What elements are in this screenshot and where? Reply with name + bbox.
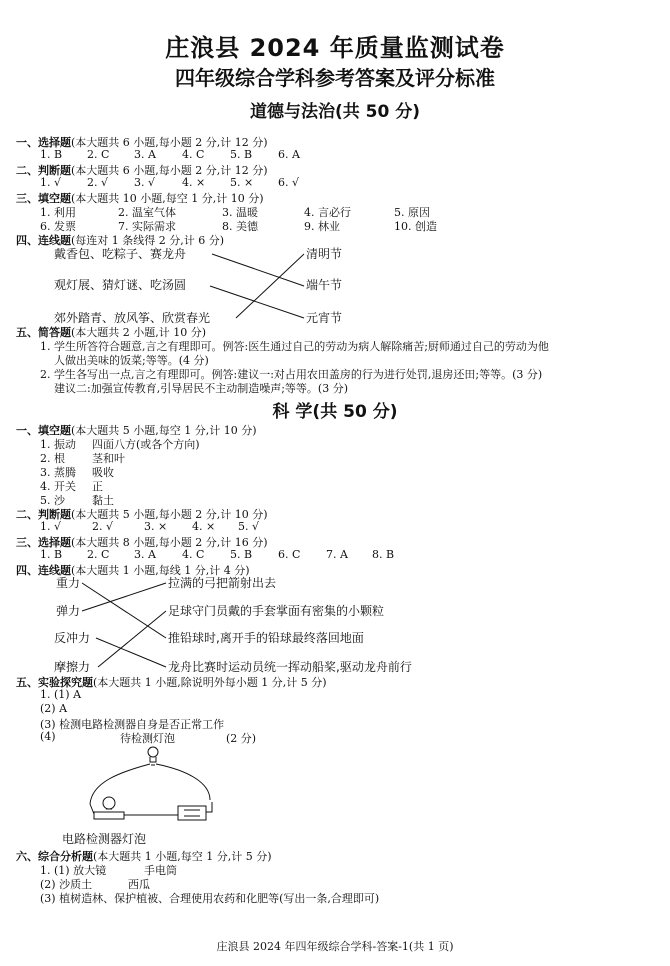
part-science-title: 科 学(共 50 分) — [272, 402, 398, 422]
section-desc: (每连对 1 条线得 2 分,计 6 分) — [71, 234, 225, 247]
moral-s3-answer: 8. 美德 — [222, 220, 258, 233]
science-match-right: 推铅球时,离开手的铅球最终落回地面 — [168, 631, 364, 645]
science-s3-answer: 2. C — [87, 548, 110, 561]
science-match-line — [98, 611, 166, 667]
moral-s1-answer: 1. B — [40, 148, 63, 161]
moral-s3-answer: 4. 言必行 — [304, 206, 351, 219]
section-head: 一、填空题 — [16, 424, 71, 437]
science-match-right: 拉满的弓把箭射出去 — [168, 576, 277, 590]
moral-match-left: 观灯展、猜灯谜、吃汤圆 — [54, 278, 187, 292]
science-s1-answer: 吸收 — [92, 466, 114, 479]
page-footer: 庄浪县 2024 年四年级综合学科-答案-1(共 1 页) — [216, 940, 454, 953]
science-s6-answer: (3) 植树造林、保护植被、合理使用农药和化肥等(写出一条,合理即可) — [40, 892, 380, 905]
moral-s3-answer: 1. 利用 — [40, 206, 76, 219]
moral-match-right: 端午节 — [306, 278, 343, 292]
section-head: 二、判断题 — [16, 164, 71, 177]
science-s2-answer: 5. √ — [238, 520, 260, 533]
science-match-right: 足球守门员戴的手套掌面有密集的小颗粒 — [168, 604, 385, 618]
moral-s1-answer: 5. B — [230, 148, 253, 161]
moral-s5-answer-line: 1. 学生所答符合题意,言之有理即可。例答:医生通过自己的劳动为病人解除痛苦;厨师通过自己的劳动为他 — [40, 340, 549, 353]
science-s1-answer: 四面八方(或各个方向) — [92, 438, 200, 451]
science-s1-answer: 正 — [92, 480, 103, 493]
science-s5-answer: 1. (1) A — [40, 688, 82, 701]
moral-match-left: 郊外踏青、放风筝、欣赏春光 — [54, 311, 211, 325]
science-s3-answer: 5. B — [230, 548, 253, 561]
detector-bulb-label: 电路检测器灯泡 — [62, 832, 147, 846]
moral-s5-answer-line: 建议二:加强宣传教育,引导居民不主动制造噪声;等等。(3 分) — [54, 382, 348, 395]
moral-s1-answer: 3. A — [134, 148, 156, 161]
section-desc: (本大题共 1 小题,每空 1 分,计 5 分) — [93, 850, 272, 863]
section-desc: (本大题共 8 小题,每小题 2 分,计 16 分) — [71, 536, 268, 549]
science-s3-answer: 3. A — [134, 548, 156, 561]
moral-s1-answer: 6. A — [278, 148, 300, 161]
moral-s5-answer-line: 人做出美味的饭菜;等等。(4 分) — [54, 354, 209, 367]
moral-match-right: 清明节 — [306, 247, 343, 261]
circuit-wire — [156, 764, 210, 800]
answer-key-subtitle: 四年级综合学科参考答案及评分标准 — [175, 66, 495, 90]
section-desc: (本大题共 10 小题,每空 1 分,计 10 分) — [71, 192, 264, 205]
science-match-line — [82, 583, 166, 638]
circuit-wire — [90, 804, 94, 814]
science-match-right: 龙舟比赛时运动员统一挥动船桨,驱动龙舟前行 — [168, 660, 412, 674]
section-desc: (本大题共 5 小题,每小题 2 分,计 10 分) — [71, 508, 268, 521]
moral-s1-answer: 2. C — [87, 148, 110, 161]
science-s1-answer: 5. 沙 — [40, 494, 65, 507]
science-s3-answer: 7. A — [326, 548, 348, 561]
science-s2-answer: 2. √ — [92, 520, 114, 533]
section-head: 六、综合分析题 — [16, 850, 93, 863]
science-match-left: 摩擦力 — [54, 660, 91, 674]
circuit-diagram — [90, 747, 212, 820]
moral-match-line — [212, 254, 304, 286]
moral-s3-answer: 5. 原因 — [394, 206, 430, 219]
science-s1-answer: 茎和叶 — [92, 452, 125, 465]
science-s1-answer: 2. 根 — [40, 452, 65, 465]
science-s6-answer: 西瓜 — [128, 878, 150, 891]
science-s6-answer: 手电筒 — [144, 864, 177, 877]
science-s6-answer: (2) 沙质土 — [40, 878, 93, 891]
battery-icon — [178, 802, 212, 820]
moral-s3-answer: 7. 实际需求 — [118, 220, 176, 233]
moral-match-right: 元宵节 — [306, 311, 343, 325]
science-s1-answer: 1. 振动 — [40, 438, 76, 451]
science-s1-answer: 黏土 — [92, 494, 114, 507]
section-desc: (本大题共 5 小题,每空 1 分,计 10 分) — [71, 424, 257, 437]
moral-s2-answer: 4. × — [182, 176, 206, 189]
exam-title: 庄浪县 2024 年质量监测试卷 — [165, 34, 505, 62]
science-s2-answer: 4. × — [192, 520, 216, 533]
science-s5-answer: (3) 检测电路检测器自身是否正常工作 — [40, 718, 225, 731]
science-s2-answer: 3. × — [144, 520, 168, 533]
circuit-detector-icon — [94, 797, 178, 819]
moral-match-line — [236, 254, 304, 318]
moral-s3-answer: 6. 发票 — [40, 220, 76, 233]
science-match-left: 弹力 — [56, 604, 81, 618]
science-match-line — [96, 638, 166, 667]
section-desc: (本大题共 1 小题,每线 1 分,计 4 分) — [71, 564, 250, 577]
score-note: (2 分) — [226, 732, 257, 745]
science-s2-answer: 1. √ — [40, 520, 62, 533]
section-head: 二、判断题 — [16, 508, 71, 521]
section-head: 五、实验探究题 — [16, 676, 93, 689]
circuit-wire — [90, 764, 150, 804]
science-match-left: 重力 — [56, 576, 81, 590]
moral-s5-answer-line: 2. 学生各写出一点,言之有理即可。例答:建议一:对占用农田盖房的行为进行处罚,退房还田;等等。(3 分) — [40, 368, 543, 381]
science-s6-answer: 1. (1) 放大镜 — [40, 864, 107, 877]
moral-match-line — [210, 286, 304, 318]
section-desc: (本大题共 6 小题,每小题 2 分,计 12 分) — [71, 136, 268, 149]
section-desc: (本大题共 1 小题,除说明外每小题 1 分,计 5 分) — [93, 676, 327, 689]
moral-s3-answer: 10. 创造 — [394, 220, 437, 233]
moral-match-left: 戴香包、吃粽子、赛龙舟 — [54, 247, 187, 261]
science-s5-answer: (4) — [40, 730, 56, 743]
science-s3-answer: 6. C — [278, 548, 301, 561]
section-desc: (本大题共 6 小题,每小题 2 分,计 12 分) — [71, 164, 268, 177]
section-head: 五、简答题 — [16, 326, 71, 339]
part-moral-title: 道德与法治(共 50 分) — [249, 102, 421, 122]
science-match-left: 反冲力 — [54, 631, 91, 645]
moral-s3-answer: 9. 林业 — [304, 220, 340, 233]
section-desc: (本大题共 2 小题,计 10 分) — [71, 326, 207, 339]
section-head: 四、连线题 — [16, 564, 71, 577]
science-s3-answer: 8. B — [372, 548, 395, 561]
science-s3-answer: 4. C — [182, 548, 205, 561]
moral-s2-answer: 1. √ — [40, 176, 62, 189]
science-s1-answer: 4. 开关 — [40, 480, 76, 493]
moral-s2-answer: 3. √ — [134, 176, 156, 189]
science-s5-answer: (2) A — [40, 702, 68, 715]
science-s3-answer: 1. B — [40, 548, 63, 561]
moral-s3-answer: 2. 温室气体 — [118, 206, 176, 219]
moral-s2-answer: 6. √ — [278, 176, 300, 189]
bulb-under-test-icon — [148, 747, 158, 765]
moral-s2-answer: 5. × — [230, 176, 254, 189]
section-head: 三、选择题 — [16, 536, 71, 549]
science-s1-answer: 3. 蒸腾 — [40, 466, 76, 479]
bulb-under-test-label: 待检测灯泡 — [120, 732, 175, 745]
moral-s3-answer: 3. 温暖 — [222, 206, 258, 219]
moral-s2-answer: 2. √ — [87, 176, 109, 189]
section-head: 四、连线题 — [16, 234, 71, 247]
science-match-line — [82, 583, 166, 611]
section-head: 一、选择题 — [16, 136, 71, 149]
moral-s1-answer: 4. C — [182, 148, 205, 161]
section-head: 三、填空题 — [16, 192, 71, 205]
